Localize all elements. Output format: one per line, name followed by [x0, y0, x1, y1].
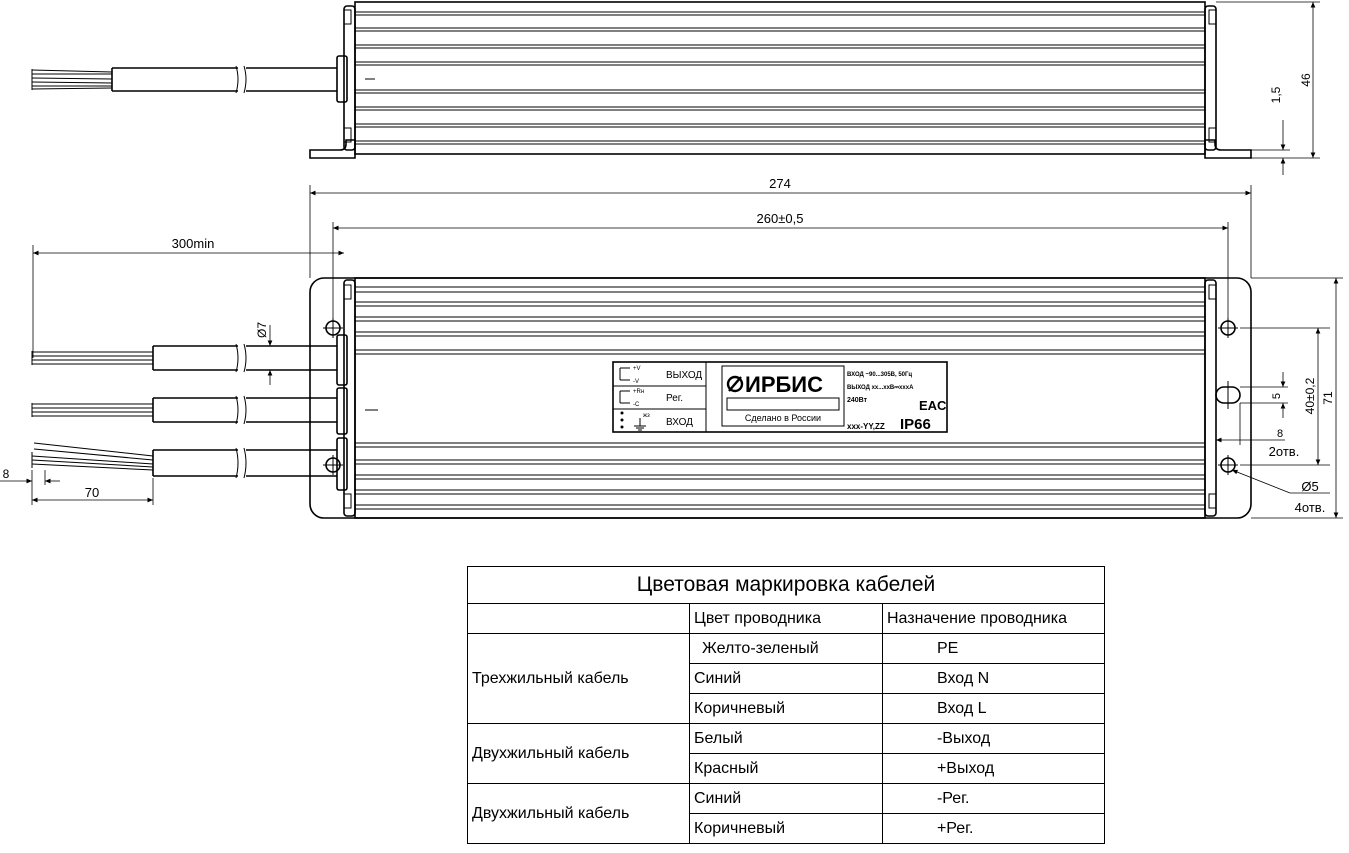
label-reg-text: Рег. [666, 393, 683, 404]
cable-type-cell: Двухжильный кабель [468, 784, 690, 844]
label-output-text: ВЫХОД [666, 370, 703, 381]
plus-v-text: +V [633, 366, 641, 372]
spec-input-text: ВХОД ~90...305В, 50Гц [847, 372, 913, 378]
top-view [0, 176, 1343, 518]
purpose-cell: -Рег. [882, 784, 1104, 814]
purpose-cell: +Выход [882, 754, 1104, 784]
length-total-label: 274 [769, 176, 791, 191]
cable-length-label: 300min [171, 236, 215, 251]
table-title: Цветовая маркировка кабелей [468, 567, 1105, 604]
table-row [468, 784, 1105, 814]
serial-text: ххх-YY,ZZ [847, 422, 885, 431]
purpose-cell: Вход N [882, 664, 1104, 694]
minus-reg-text: -С [633, 402, 640, 408]
width-total-label: 71 [1321, 391, 1335, 405]
header-color: Цвет проводника [690, 604, 883, 634]
cable-color-table [467, 566, 1105, 844]
table-row [468, 634, 1105, 664]
header-purpose: Назначение проводника [882, 604, 1104, 634]
color-cell: Белый [690, 724, 883, 754]
color-cell: Синий [690, 664, 883, 694]
cable-type-cell: Двухжильный кабель [468, 724, 690, 784]
color-cell: Коричневый [690, 814, 883, 844]
jacket-strip-label: 70 [84, 485, 100, 500]
color-cell: Красный [690, 754, 883, 784]
slot-height-label: 5 [1271, 392, 1283, 400]
color-cell: Желто-зеленый [690, 634, 883, 664]
power-text: 240Вт [847, 397, 868, 404]
made-in-text: Сделано в России [744, 413, 822, 423]
label-input-text: ВХОД [666, 417, 693, 428]
side-body [355, 2, 1205, 154]
purpose-cell: -Выход [882, 724, 1104, 754]
slot-count-label: 2отв. [1268, 444, 1300, 459]
length-mount-label: 260±0,5 [756, 211, 804, 226]
mount-spacing-label: 40±0,2 [1303, 377, 1317, 415]
hole-dia-label: Ø5 [1301, 479, 1319, 494]
color-cell: Коричневый [690, 694, 883, 724]
brand-text: ИРБИС [745, 372, 823, 397]
strip-length-label: 8 [2, 467, 10, 481]
spec-output-text: ВЫХОД хх...ххВ⎓хххА [847, 385, 914, 391]
purpose-cell: +Рег. [882, 814, 1104, 844]
slot-width-label: 8 [1276, 428, 1284, 440]
hole-count-label: 4отв. [1294, 500, 1326, 515]
eac-mark: EAC [919, 398, 947, 413]
purpose-cell: PE [882, 634, 1104, 664]
table-row [468, 724, 1105, 754]
header-cable [468, 604, 690, 634]
pe-mark-text: жз [643, 413, 650, 419]
product-label [613, 362, 947, 433]
side-fins [355, 12, 1205, 144]
height-dim-label: 46 [1299, 73, 1313, 87]
table-header-row [468, 604, 1105, 634]
ip-rating-text: IP66 [900, 416, 931, 433]
plus-reg-text: +Rн [633, 389, 645, 395]
color-cell: Синий [690, 784, 883, 814]
cable-dia-label: Ø7 [255, 321, 269, 339]
purpose-cell: Вход L [882, 694, 1104, 724]
cable-type-cell: Трехжильный кабель [468, 634, 690, 724]
minus-v-text: -V [633, 379, 639, 385]
cables [32, 344, 337, 478]
side-view [32, 2, 1320, 175]
flange-dim-label: 1,5 [1269, 86, 1283, 104]
